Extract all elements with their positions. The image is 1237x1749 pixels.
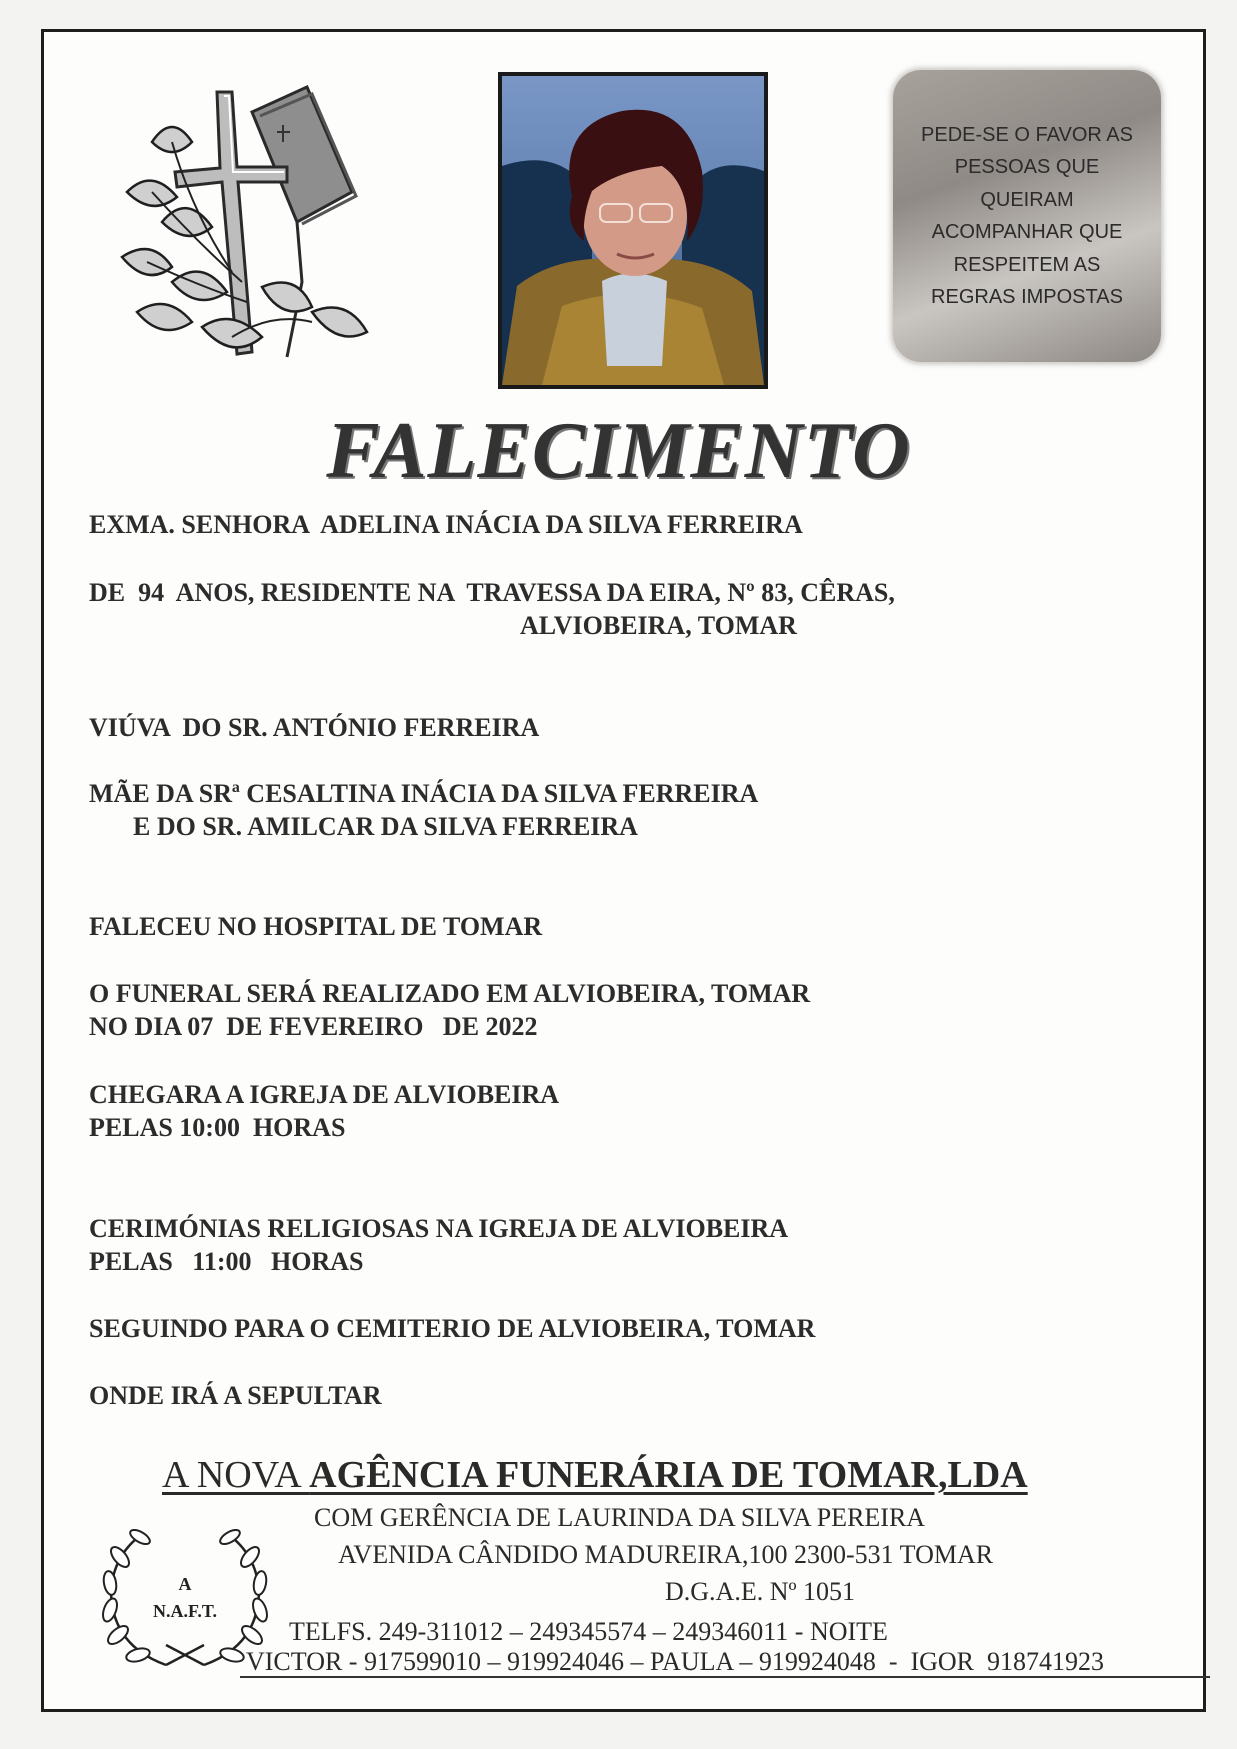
notice-line: PESSOAS QUE: [954, 156, 1100, 178]
ceremony-time-line: PELAS 11:00 HORAS: [89, 1247, 364, 1276]
deceased-portrait-photo: [498, 72, 768, 389]
cemetery-line: SEGUINDO PARA O CEMITERIO DE ALVIOBEIRA, TOMAR: [89, 1314, 816, 1343]
funeral-date-line: NO DIA 07 DE FEVEREIRO DE 2022: [89, 1012, 538, 1041]
agency-name-prefix: A NOVA: [162, 1454, 310, 1496]
agency-dgae: D.G.A.E. Nº 1051: [665, 1577, 856, 1606]
death-place-line: FALECEU NO HOSPITAL DE TOMAR: [89, 912, 543, 941]
notice-line: PEDE-SE O FAVOR AS: [921, 123, 1133, 146]
naft-logo-acronym: N.A.F.T.: [152, 1601, 218, 1621]
notice-line: RESPEITEM AS: [953, 253, 1101, 276]
agency-name: [162, 1454, 1028, 1496]
naft-laurel-logo: [96, 1515, 274, 1685]
notice-box: [893, 70, 1161, 362]
naft-logo-letter: A: [178, 1574, 192, 1594]
age-residence-line: DE 94 ANOS, RESIDENTE NA TRAVESSA DA EIRA, Nº 83, CÊRAS,: [89, 578, 895, 607]
funeral-place-line: O FUNERAL SERÁ REALIZADO EM ALVIOBEIRA, TOMAR: [89, 979, 811, 1008]
notice-line: ACOMPANHAR QUE: [931, 221, 1123, 243]
agency-phones: TELFS. 249-311012 – 249345574 – 249346011 - NOITE: [289, 1617, 888, 1646]
agency-name-main: AGÊNCIA FUNERÁRIA DE TOMAR,LDA: [309, 1454, 1028, 1496]
arrival-church-line: CHEGARA A IGREJA DE ALVIOBEIRA: [89, 1080, 560, 1109]
ceremony-line: CERIMÓNIAS RELIGIOSAS NA IGREJA DE ALVIOBEIRA: [89, 1214, 789, 1243]
notice-text: [912, 119, 1142, 314]
deceased-name-line: EXMA. SENHORA ADELINA INÁCIA DA SILVA FERREIRA: [89, 510, 803, 539]
widow-line: VIÚVA DO SR. ANTÓNIO FERREIRA: [89, 713, 540, 742]
agency-address: AVENIDA CÂNDIDO MADUREIRA,100 2300-531 TOMAR: [338, 1540, 994, 1569]
agency-contacts: VICTOR - 917599010 – 919924046 – PAULA – 919924048 - IGOR 918741923: [246, 1647, 1105, 1676]
burial-line: ONDE IRÁ A SEPULTAR: [89, 1381, 382, 1410]
notice-line: QUEIRAM: [980, 188, 1074, 211]
page-title: FALECIMENTO: [326, 407, 911, 495]
cross-lily-illustration: [112, 72, 377, 372]
mother-continuation-line: E DO SR. AMILCAR DA SILVA FERREIRA: [133, 812, 638, 841]
residence-continuation-line: ALVIOBEIRA, TOMAR: [520, 611, 797, 640]
arrival-time-line: PELAS 10:00 HORAS: [89, 1113, 346, 1142]
notice-line: REGRAS IMPOSTAS: [931, 286, 1123, 308]
agency-management: COM GERÊNCIA DE LAURINDA DA SILVA PEREIRA: [314, 1503, 926, 1532]
mother-line: MÃE DA SRª CESALTINA INÁCIA DA SILVA FERREIRA: [89, 779, 759, 808]
contacts-underline: [240, 1676, 1210, 1678]
